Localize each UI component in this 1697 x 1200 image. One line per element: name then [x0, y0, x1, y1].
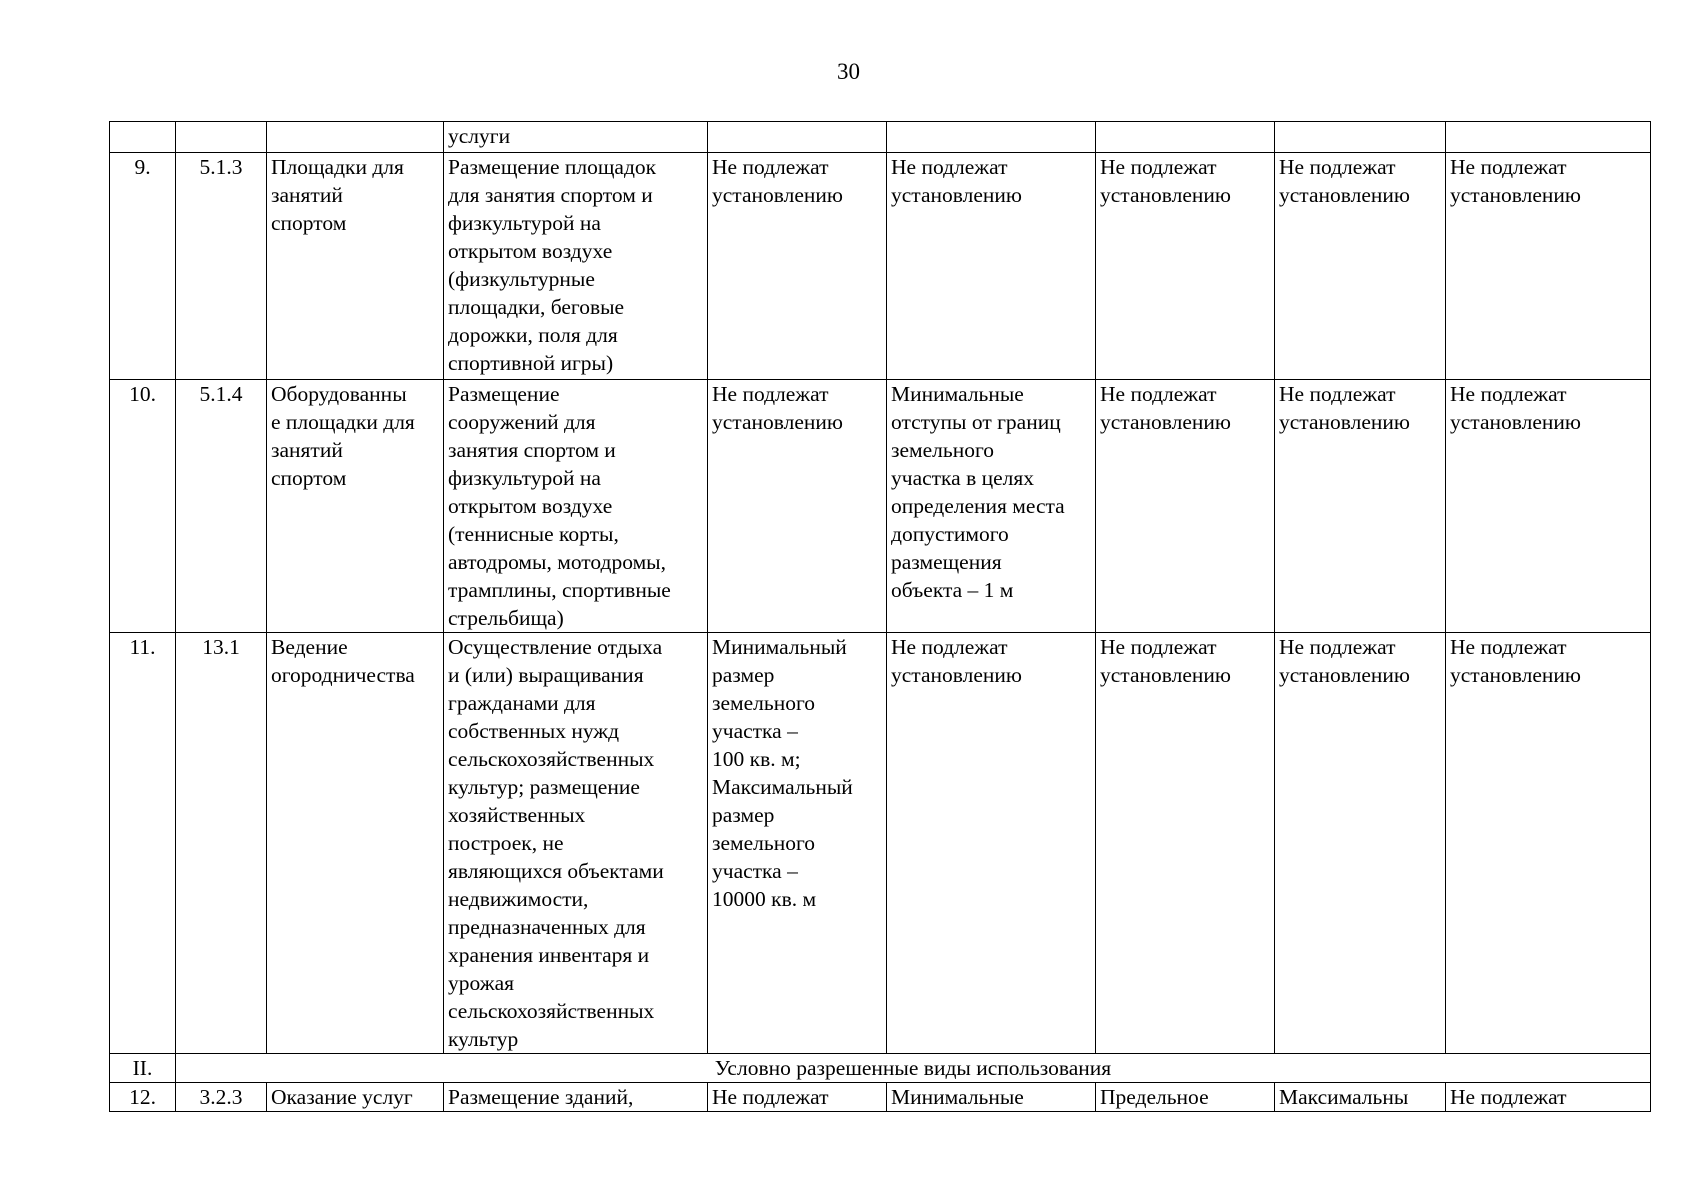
table-cell: Не подлежат установлению: [1446, 153, 1651, 380]
land-use-table: [109, 121, 1651, 1112]
use-description: Размещение зданий,: [444, 1083, 708, 1112]
table-cell: Минимальные отступы от границ земельного участка в целях определения места допустимого размещения объекта – 1 м: [887, 380, 1096, 633]
table-cell: [110, 122, 176, 153]
table-cell: Не подлежат: [708, 1083, 887, 1112]
use-code: 5.1.3: [176, 153, 267, 380]
section-title: Условно разрешенные виды использования: [176, 1054, 1651, 1083]
table-cell: Не подлежат установлению: [887, 633, 1096, 1054]
use-description: Размещение сооружений для занятия спортом и физкультурой на открытом воздухе (теннисные корты, автодромы, мотодромы, трамплины, спортивные стрельбища): [444, 380, 708, 633]
use-code: 5.1.4: [176, 380, 267, 633]
use-description: Размещение площадок для занятия спортом и физкультурой на открытом воздухе (физкультурные площадки, беговые дорожки, поля для спортивной игры): [444, 153, 708, 380]
row-number: 11.: [110, 633, 176, 1054]
section-number: II.: [110, 1054, 176, 1083]
table-cell: [708, 122, 887, 153]
use-code: 13.1: [176, 633, 267, 1054]
table-cell: Не подлежат установлению: [708, 380, 887, 633]
table-cell: [1275, 122, 1446, 153]
section-row: [110, 1054, 1651, 1083]
table-cell: [267, 122, 444, 153]
table-cell: услуги: [444, 122, 708, 153]
table-cell: Минимальный размер земельного участка – 100 кв. м; Максимальный размер земельного участка – 10000 кв. м: [708, 633, 887, 1054]
use-name: Ведение огородничества: [267, 633, 444, 1054]
use-name: Оказание услуг: [267, 1083, 444, 1112]
table-cell: Не подлежат установлению: [887, 153, 1096, 380]
table-cell: Минимальные: [887, 1083, 1096, 1112]
table-cell: [887, 122, 1096, 153]
table-cell: [1096, 122, 1275, 153]
table-cell: Не подлежат установлению: [1446, 633, 1651, 1054]
table-row-continuation: [110, 122, 1651, 153]
table-cell: Не подлежат установлению: [1096, 380, 1275, 633]
table-cell: [176, 122, 267, 153]
table-cell: Не подлежат: [1446, 1083, 1651, 1112]
table-cell: Не подлежат установлению: [708, 153, 887, 380]
row-number: 9.: [110, 153, 176, 380]
table-row: [110, 633, 1651, 1054]
use-description: Осуществление отдыха и (или) выращивания гражданами для собственных нужд сельскохозяйственных культур; размещение хозяйственных построек, не являющихся объектами недвижимости, предназначенных для хранения инвентаря и урожая сельскохозяйственных культур: [444, 633, 708, 1054]
use-code: 3.2.3: [176, 1083, 267, 1112]
table-cell: Не подлежат установлению: [1096, 153, 1275, 380]
table-cell: Максимальны: [1275, 1083, 1446, 1112]
use-name: Площадки для занятий спортом: [267, 153, 444, 380]
row-number: 12.: [110, 1083, 176, 1112]
table-cell: Не подлежат установлению: [1446, 380, 1651, 633]
table-row: [110, 1083, 1651, 1112]
use-name: Оборудованны е площадки для занятий спортом: [267, 380, 444, 633]
table-row: [110, 380, 1651, 633]
table-cell: Не подлежат установлению: [1275, 380, 1446, 633]
table-cell: [1446, 122, 1651, 153]
page-number: 30: [837, 59, 860, 84]
table-cell: Предельное: [1096, 1083, 1275, 1112]
table-cell: Не подлежат установлению: [1096, 633, 1275, 1054]
table-cell: Не подлежат установлению: [1275, 153, 1446, 380]
table-row: [110, 153, 1651, 380]
table-cell: Не подлежат установлению: [1275, 633, 1446, 1054]
row-number: 10.: [110, 380, 176, 633]
